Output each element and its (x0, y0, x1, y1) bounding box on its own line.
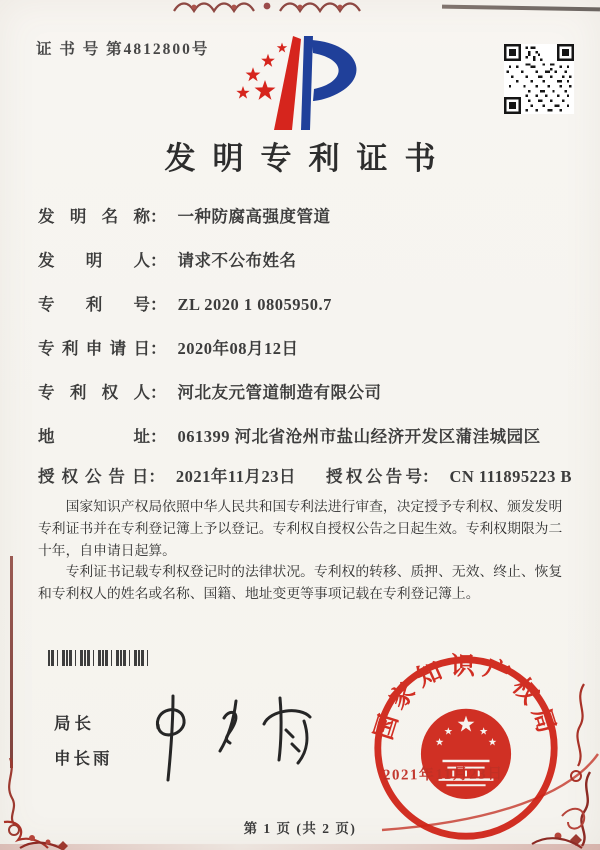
patent-office-logo-icon (230, 34, 390, 134)
certificate-title: 发明专利证书 (164, 141, 453, 176)
field-row-invention-name (38, 203, 572, 227)
field-value: 一种防腐高强度管道 (177, 207, 331, 226)
field-colon: ： (150, 427, 167, 446)
body-paragraph: 专利证书记载专利权登记时的法律状况。专利权的转移、质押、无效、终止、恢复和专利权人的姓名或名称、国籍、地址变更等事项记载在专利登记簿上。 (38, 564, 563, 602)
grant-number-group (326, 463, 572, 487)
field-value: 061399 河北省沧州市盐山经济开发区蒲洼城园区 (177, 427, 541, 446)
director-title: 局长 (54, 714, 95, 733)
field-row-grant (38, 463, 572, 487)
field-value: ZL 2020 1 0805950.7 (177, 295, 332, 314)
border-line-left (10, 556, 13, 768)
field-colon: ： (421, 467, 439, 486)
body-paragraph: 国家知识产权局依照中华人民共和国专利法进行审查，决定授予专利权、颁发发明专利证书并在专利登记簿上予以登记。专利权自授权公告之日起生效。专利权期限为二十年，自申请日起算。 (38, 499, 563, 558)
field-colon: ： (150, 207, 167, 226)
director-name: 申长雨 (54, 749, 113, 768)
seal-date-stamp: 2021年11月23日 (382, 766, 504, 784)
field-label: 专利号 (38, 295, 150, 314)
field-colon: ： (150, 339, 167, 358)
field-label: 授权公告日 (38, 467, 149, 486)
field-label: 授权公告号 (325, 467, 422, 486)
field-label: 专利申请日 (38, 339, 150, 358)
seal-text: 国家知识产权局 (370, 652, 562, 743)
field-list (38, 203, 572, 507)
certificate-number: 证 书 号 第4812800号 (36, 41, 210, 58)
legal-text (38, 496, 566, 605)
field-value: 河北友元管道制造有限公司 (177, 383, 382, 402)
field-colon: ： (150, 251, 167, 270)
field-value: 请求不公布姓名 (177, 251, 297, 270)
field-label: 发明名称 (38, 207, 150, 226)
qr-code (504, 44, 574, 114)
field-colon: ： (150, 383, 167, 402)
page-footer: 第 1 页 (共 2 页) (243, 821, 357, 836)
field-colon: ： (150, 295, 167, 314)
field-label: 地址 (38, 427, 150, 446)
handwritten-signature (128, 688, 346, 790)
field-label: 发明人 (38, 251, 150, 270)
border-line-top-right (442, 5, 600, 12)
grant-number-value: CN 111895223 B (449, 467, 572, 486)
field-row-patent-number (38, 291, 572, 315)
ornate-border-top (172, 0, 372, 14)
field-colon: ： (148, 467, 165, 486)
field-label: 专利权人 (38, 383, 150, 402)
field-row-inventor (38, 247, 572, 271)
barcode (48, 650, 152, 666)
grant-date-value: 2021年11月23日 (175, 467, 296, 486)
field-row-filing-date (38, 335, 572, 359)
field-value: 2020年08月12日 (177, 339, 299, 358)
field-row-patentee (38, 379, 572, 403)
field-row-address (38, 423, 572, 447)
